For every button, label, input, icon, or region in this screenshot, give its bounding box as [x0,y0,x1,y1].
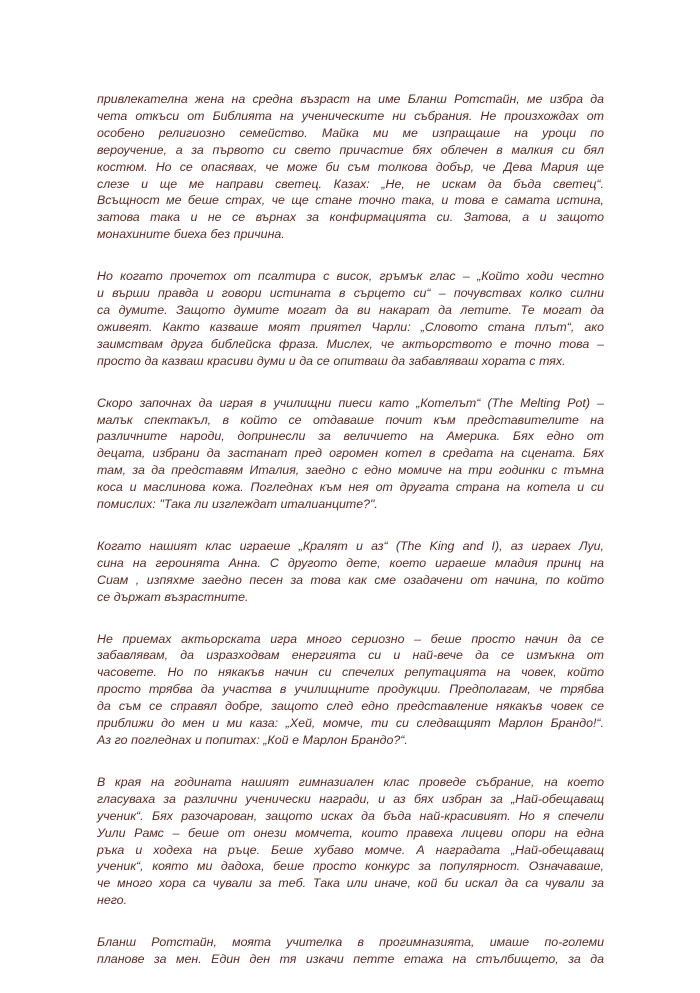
text-line: Не приемах актьорската игра много сериозно – беше просто начин да се [97,631,604,646]
text-line: монахините биеха без причина. [97,227,285,242]
text-line: оживеят. Както казваше моят приятел Чарли: „Словото стана плът“, ако [97,319,604,334]
text-line: вероучение, а за първото си свето причастие бях облечен в малкия си бял [97,142,604,157]
text-line: сина на героинята Анна. С другото дете, което играеше младия принц на [97,555,604,570]
text-line: него. [97,893,128,908]
text-line: че много хора са чували за теб. Така или иначе, кой би искал да са чували за [97,876,604,891]
text-line: се държат възрастните. [97,589,249,604]
text-line: коса и маслинова кожа. Погледнах към нея от другата страна на котела и си [97,480,604,495]
text-line: часовете. Но по някакъв начин си спечелих репутацията на човек, който [97,665,604,680]
text-line: малък спектакъл, в който се отдаваше почит към представителите на [97,412,604,427]
text-line: ученик“, която ми дадоха, беше просто конкурс за популярност. Означаваше, [97,859,604,874]
text-line: просто да казваш красиви думи и да се опитваш да забавляваш хората с тях. [97,353,566,368]
text-line: Но когато прочетох от псалтира с висок, гръмък глас – „Който ходи честно [97,269,604,284]
text-line: и върши правда и говори истината в сърцето си“ – почувствах колко силни [97,286,604,301]
text-line: Уили Рамс – беше от онези момчета, които правеха лицеви опори на една [97,825,604,840]
text-line: просто трябва да участва в училищните продукции. Предполагам, че трябва [97,682,604,697]
text-line: ученик“. Бях разочарован, защото исках да бъда най-красивият. Но я спечели [97,808,604,823]
paragraph [97,934,604,968]
text-line: са думите. Защото думите могат да ви накарат да летите. Те могат да [97,302,604,317]
text-line: планове за мен. Един ден тя изкачи петте етажа на стълбището, за да [97,952,604,967]
text-line: Скоро започнах да играя в училищни пиеси като „Котелът“ (The Melting Pot) – [97,395,604,410]
text-line: Всъщност ме беше страх, че ще стане точно така, и това е самата истина, [97,193,604,208]
text-line: да съм се справял добре, защото след едно представление някакъв човек се [97,699,604,714]
text-line: затова така и не се върнах за конфирмацията си. Затова, а и защото [97,210,604,225]
paragraph [97,774,604,909]
text-line: привлекателна жена на средна възраст на име Бланш Ротстайн, ме избра да [97,92,604,106]
paragraph [97,631,604,749]
text-line: различните народи, допринесли за величието на Америка. Бях едно от [97,429,604,444]
text-line: гласуваха за различни ученически награди, и аз бях избран за „Най-обещаващ [97,791,604,806]
text-line: костюм. Но се опасявах, че може би съм толкова добър, че Дева Мария ще [97,159,604,174]
text-line: чета откъси от Библията на ученическите ни събрания. Не произхождах от [97,108,604,123]
text-line: Аз го погледнах и попитах: „Кой е Марлон Брандо?“. [97,733,408,747]
paragraph [97,538,604,606]
text-line: слезе и ще ме направи светец. Казах: „Не, не искам да бъда светец“. [97,176,604,191]
text-line: помислих: "Така ли изглеждат италианците?". [97,497,378,512]
paragraph [97,268,604,369]
text-line: ръка и ходеха на ръце. Беше хубаво момче. А наградата „Най-обещаващ [97,842,604,857]
text-line: Когато нашият клас играеше „Кралят и аз“ (The King and I), аз играех Луи, [97,538,604,553]
text-line: там, за да представям Италия, заедно с едно момиче на три годинки с тъмна [97,463,604,478]
text-line: В края на годината нашият гимназиален клас проведе събрание, на което [97,774,604,789]
text-line: особено религиозно семейство. Майка ми ме изпращаше на уроци по [97,125,604,140]
paragraph [97,91,604,243]
text-line: Бланш Ротстайн, моята учителка в прогимназията, имаше по-големи [97,935,604,950]
text-line: заимствам друга библейска фраза. Мислех, че актьорството е точно това – [97,336,604,351]
text-line: приближи до мен и ми каза: „Хей, момче, ти си следващият Марлон Брандо!“. [97,716,604,731]
text-line: Сиам , изпяхме заедно песен за това как сме озадачени от начина, по който [97,572,604,587]
page-body [97,91,604,993]
text-line: децата, избрани да застанат пред огромен котел в средата на сцената. Бях [97,446,604,461]
text-line: забавлявам, да изразходвам енергията си и най-вече да се измъкна от [97,648,604,663]
paragraph [97,395,604,513]
